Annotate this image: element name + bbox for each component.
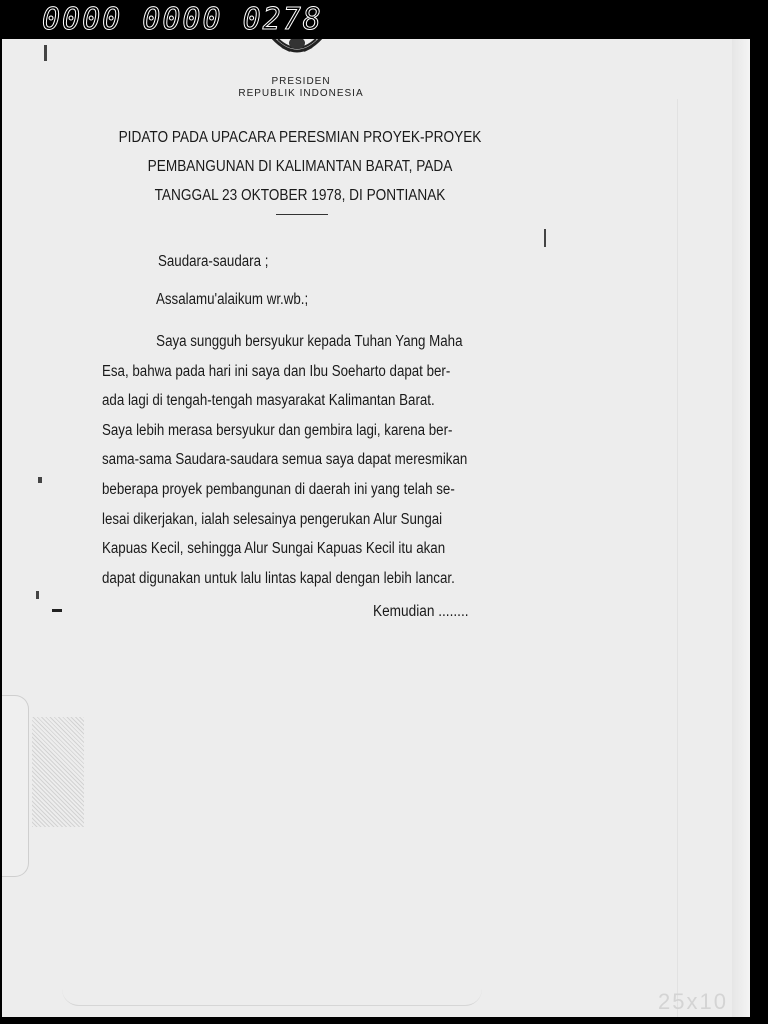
title-line-3: TANGGAL 23 OKTOBER 1978, DI PONTIANAK	[154, 187, 446, 204]
paragraph-line: beberapa proyek pembangunan di daerah ini yang telah se-	[102, 480, 455, 498]
page-edge	[732, 39, 750, 1017]
title-line-2: PEMBANGUNAN DI KALIMANTAN BARAT, PADA	[147, 158, 453, 175]
speech-title	[108, 123, 492, 210]
letterhead-line-1: PRESIDEN	[271, 76, 331, 87]
page-fold-line	[677, 99, 678, 1017]
document-page	[2, 39, 750, 1017]
page-curl	[62, 989, 482, 1006]
salutation: Saudara-saudara ;	[158, 253, 269, 270]
page-continuation-catchword: Kemudian ........	[373, 603, 469, 620]
garuda-emblem-icon	[268, 39, 326, 59]
islamic-greeting: Assalamu'alaikum wr.wb.;	[156, 291, 309, 308]
film-frame-number: 0000 0000 0278	[42, 2, 323, 37]
paragraph-line: Esa, bahwa pada hari ini saya dan Ibu Soeharto dapat ber-	[102, 362, 451, 380]
letterhead	[202, 76, 400, 100]
letterhead-line-2: REPUBLIK INDONESIA	[238, 88, 364, 99]
scan-smudge	[32, 717, 84, 827]
paragraph-line: ada lagi di tengah-tengah masyarakat Kalimantan Barat.	[102, 392, 435, 410]
paragraph-line: dapat digunakan untuk lalu lintas kapal dengan lebih lancar.	[102, 569, 455, 587]
scan-speck	[36, 591, 39, 599]
paragraph-line: Saya lebih merasa bersyukur dan gembira lagi, karena ber-	[102, 421, 453, 439]
speech-paragraph	[102, 327, 515, 593]
paragraph-line: lesai dikerjakan, ialah selesainya pengerukan Alur Sungai	[102, 510, 443, 528]
scan-speck	[44, 45, 47, 61]
title-line-1: PIDATO PADA UPACARA PERESMIAN PROYEK-PROYEK	[118, 129, 482, 146]
scan-speck	[544, 229, 546, 247]
paragraph-line: Kapuas Kecil, sehingga Alur Sungai Kapuas Kecil itu akan	[102, 540, 446, 558]
scan-speck	[38, 477, 42, 483]
microfilm-reduction-mark: 25x10	[658, 989, 728, 1014]
margin-dash	[52, 609, 62, 612]
binder-tab	[2, 695, 29, 877]
paragraph-line: sama-sama Saudara-saudara semua saya dapat meresmikan	[102, 451, 468, 469]
paragraph-line: Saya sungguh bersyukur kepada Tuhan Yang Maha	[156, 333, 463, 350]
title-underline	[276, 214, 328, 215]
